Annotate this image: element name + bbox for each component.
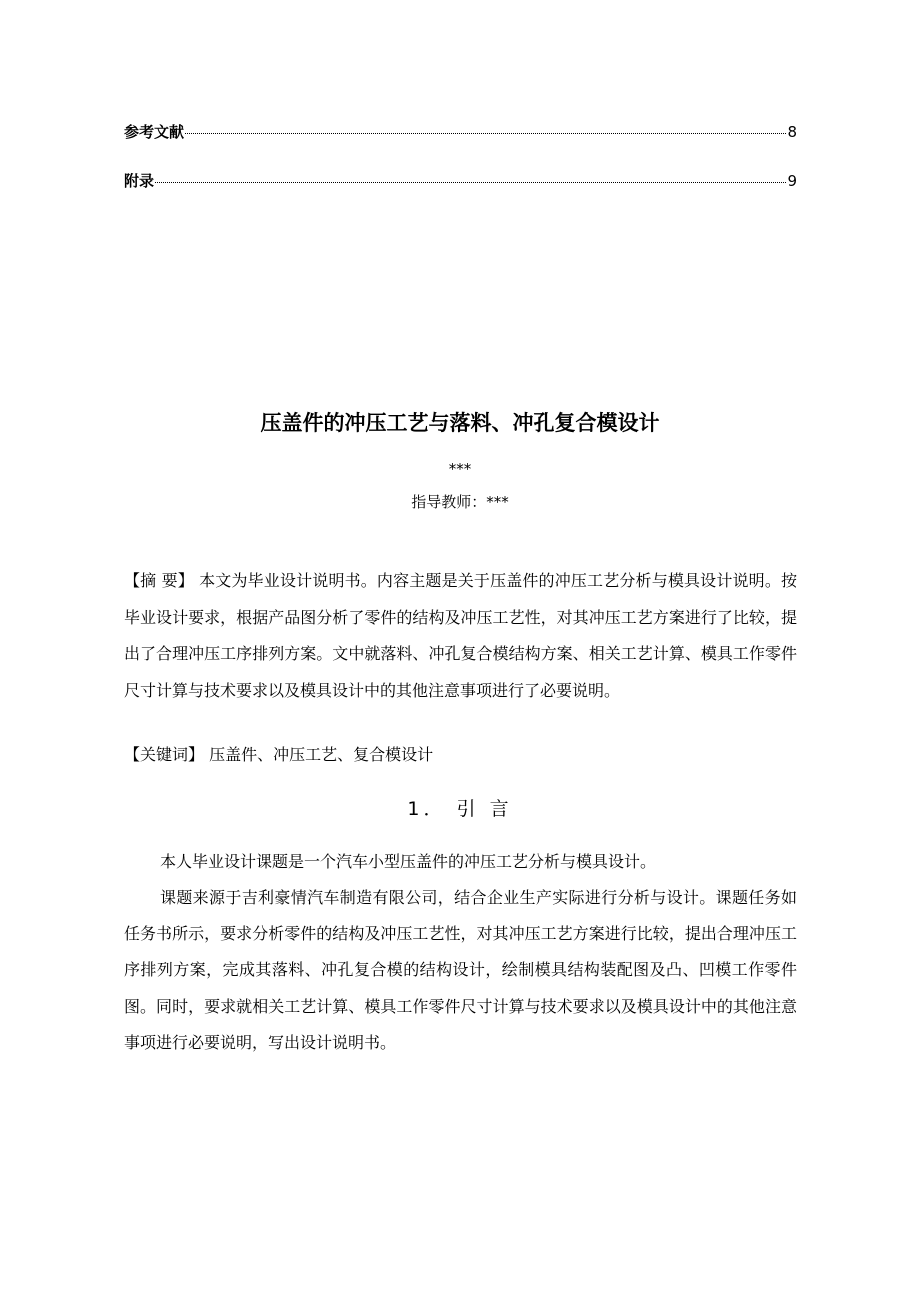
toc-entry-page: 9 bbox=[787, 172, 797, 190]
toc-dot-leader bbox=[185, 133, 786, 134]
toc-dot-leader bbox=[155, 182, 786, 183]
toc-entry-label: 参考文献 bbox=[124, 123, 185, 141]
keywords-line: 【关键词】 压盖件、冲压工艺、复合模设计 bbox=[124, 745, 434, 764]
abstract-paragraph: 【摘 要】 本文为毕业设计说明书。内容主题是关于压盖件的冲压工艺分析与模具设计说明。按毕业设计要求，根据产品图分析了零件的结构及冲压工艺性，对其冲压工艺方案进行了比较，提出了合理冲压工序排列方案。文中就落料、冲孔复合模结构方案、相关工艺计算、模具工作零件尺寸计算与技术要求以及模具设计中的其他注意事项进行了必要说明。 bbox=[124, 571, 797, 700]
toc-entry-references[interactable] bbox=[124, 121, 797, 145]
body-paragraph: 本人毕业设计课题是一个汽车小型压盖件的冲压工艺分析与模具设计。 bbox=[160, 852, 657, 871]
toc-entry-appendix[interactable] bbox=[124, 170, 797, 194]
author-name: *** bbox=[448, 460, 472, 478]
body-paragraph: 课题来源于吉利豪情汽车制造有限公司，结合企业生产实际进行分析与设计。课题任务如任务书所示，要求分析零件的结构及冲压工艺性，对其冲压工艺方案进行比较，提出合理冲压工序排列方案，完成其落料、冲孔复合模的结构设计，绘制模具结构装配图及凸、凹模工作零件图。同时，要求就相关工艺计算、模具工作零件尺寸计算与技术要求以及模具设计中的其他注意事项进行必要说明，写出设计说明书。 bbox=[124, 888, 797, 1052]
section-heading-introduction: 1． 引 言 bbox=[407, 798, 513, 820]
toc-entry-page: 8 bbox=[787, 123, 797, 141]
toc-entry-label: 附录 bbox=[124, 172, 155, 190]
paper-title: 压盖件的冲压工艺与落料、冲孔复合模设计 bbox=[260, 411, 660, 435]
advisor-name: 指导教师：*** bbox=[411, 493, 509, 511]
